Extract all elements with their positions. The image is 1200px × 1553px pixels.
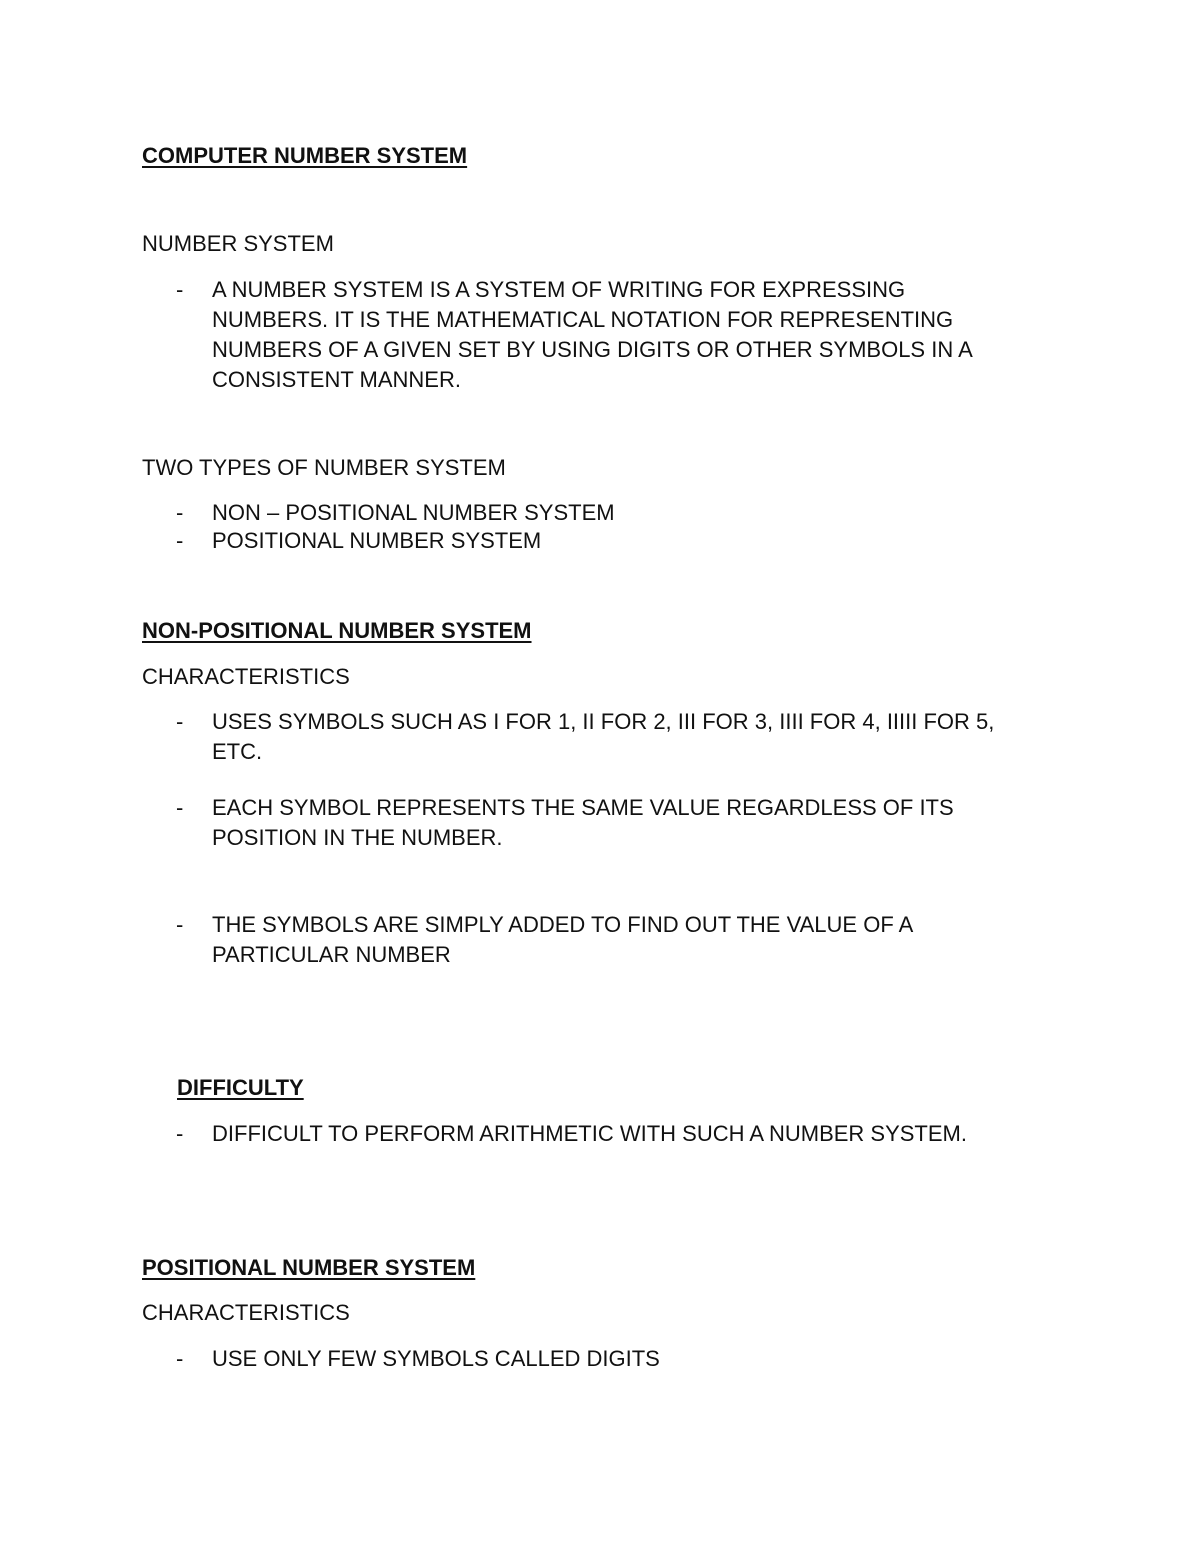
bullet-dash: - [176, 528, 184, 553]
number-system-definition: A NUMBER SYSTEM IS A SYSTEM OF WRITING FOR EXPRESSING NUMBERS. IT IS THE MATHEMATICAL NOTATION FOR REPRESENTING NUMBERS OF A GIVEN SET BY USING DIGITS OR OTHER SYMBOLS IN A CONSISTENT MANNER. [212, 277, 973, 392]
types-heading: TWO TYPES OF NUMBER SYSTEM [142, 455, 506, 480]
positional-characteristics: CHARACTERISTICS [142, 1300, 350, 1325]
list-item [142, 498, 1102, 528]
difficulty-item: DIFFICULT TO PERFORM ARITHMETIC WITH SUCH A NUMBER SYSTEM. [212, 1121, 967, 1146]
bullet-dash: - [176, 709, 184, 734]
difficulty-heading: DIFFICULTY [177, 1075, 304, 1100]
non-positional-item-value: EACH SYMBOL REPRESENTS THE SAME VALUE REGARDLESS OF ITS POSITION IN THE NUMBER. [212, 795, 954, 850]
bullet-dash: - [176, 912, 184, 937]
list-item [142, 793, 1102, 853]
non-positional-characteristics: CHARACTERISTICS [142, 664, 350, 689]
list-item [142, 526, 1102, 556]
non-positional-item-symbols: USES SYMBOLS SUCH AS I FOR 1, II FOR 2, III FOR 3, IIII FOR 4, IIIII FOR 5, ETC. [212, 709, 995, 764]
list-item [142, 275, 1102, 395]
list-item [142, 910, 1102, 970]
bullet-dash: - [176, 1121, 184, 1146]
list-item [142, 1119, 1102, 1149]
positional-heading: POSITIONAL NUMBER SYSTEM [142, 1255, 476, 1280]
non-positional-item-added: THE SYMBOLS ARE SIMPLY ADDED TO FIND OUT THE VALUE OF A PARTICULAR NUMBER [212, 912, 914, 967]
bullet-dash: - [176, 795, 184, 820]
non-positional-heading: NON-POSITIONAL NUMBER SYSTEM [142, 618, 532, 643]
number-system-heading: NUMBER SYSTEM [142, 231, 334, 256]
type-item-positional: POSITIONAL NUMBER SYSTEM [212, 528, 542, 553]
document-title: COMPUTER NUMBER SYSTEM [142, 143, 468, 168]
type-item-non-positional: NON – POSITIONAL NUMBER SYSTEM [212, 500, 615, 525]
bullet-dash: - [176, 500, 184, 525]
positional-item-digits: USE ONLY FEW SYMBOLS CALLED DIGITS [212, 1346, 660, 1371]
list-item [142, 707, 1102, 767]
bullet-dash: - [176, 1346, 184, 1371]
list-item [142, 1344, 1102, 1374]
bullet-dash: - [176, 277, 184, 302]
